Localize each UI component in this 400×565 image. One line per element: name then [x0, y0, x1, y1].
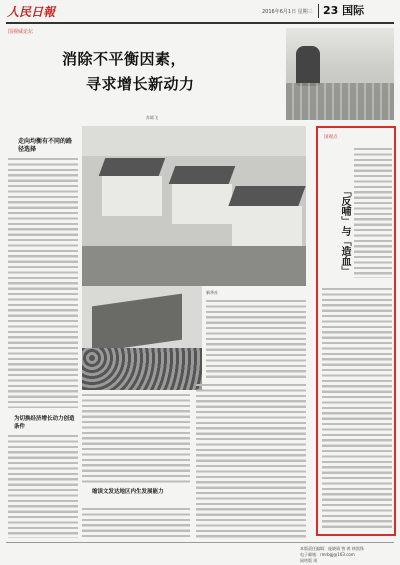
column-tag: 国视威论坛	[8, 29, 34, 35]
editors-credit	[300, 546, 364, 564]
commentary-title: 「反哺」与「造血」	[339, 186, 350, 276]
headline-line-1: 消除不平衡因素，	[62, 50, 187, 68]
roof	[169, 166, 236, 184]
material-pile	[82, 348, 202, 390]
headline-line-2: 寻求增长新动力	[86, 75, 195, 93]
page-footer	[0, 540, 400, 565]
worker-photo	[286, 28, 394, 120]
section-heading-growth: 为切换经济增长动力创造条件	[14, 416, 75, 430]
photo-sky	[82, 126, 306, 156]
headline-block	[6, 35, 306, 120]
photo-ground	[82, 246, 306, 286]
caption-text	[206, 300, 306, 378]
growth-section-text	[8, 435, 78, 538]
masthead	[0, 0, 400, 22]
masthead-rule	[6, 22, 394, 24]
caption-credit: 新华社	[206, 290, 218, 295]
house-wall	[102, 176, 162, 216]
section-name: 国际	[342, 4, 365, 17]
worker-figure	[296, 46, 320, 86]
middle-text-right	[196, 384, 306, 538]
house-wall	[232, 206, 302, 246]
commentary-text-top	[354, 148, 392, 278]
truck-photo	[82, 286, 202, 390]
newspaper-logo: 人民日報	[7, 5, 56, 19]
footer-rule	[6, 542, 394, 543]
left-article-text	[8, 158, 78, 408]
commentary-tag: 国观点	[324, 135, 338, 140]
dump-truck	[92, 294, 182, 353]
editors-email: 电子邮箱：rmrbgj@163.com	[300, 552, 355, 557]
inland-section-text	[82, 508, 190, 538]
photo-caption	[206, 290, 306, 296]
roof	[228, 186, 305, 206]
headline-byline: 苏嫦飞	[146, 115, 158, 120]
section-heading-inland: 缩读文发达地区内生发展能力	[92, 489, 164, 495]
tile-stacks	[286, 83, 394, 120]
commentary-text-bottom	[322, 288, 392, 528]
page-section-label	[318, 4, 393, 18]
house-wall	[172, 184, 232, 224]
left-article-heading: 走向均衡有不同的路径选择	[18, 138, 73, 153]
commentary-box	[316, 126, 396, 536]
editors-line: 本版责任编辑：庞晓靖 曾 鸿 林凯锋	[300, 546, 364, 551]
middle-text-left	[82, 394, 190, 484]
townhouse-photo	[82, 126, 306, 286]
issue-date: 2016年6月1日 星期三	[262, 9, 313, 15]
roof	[99, 158, 166, 176]
page-number: 23	[323, 4, 339, 17]
editors-web: 网络版 周	[300, 558, 318, 563]
